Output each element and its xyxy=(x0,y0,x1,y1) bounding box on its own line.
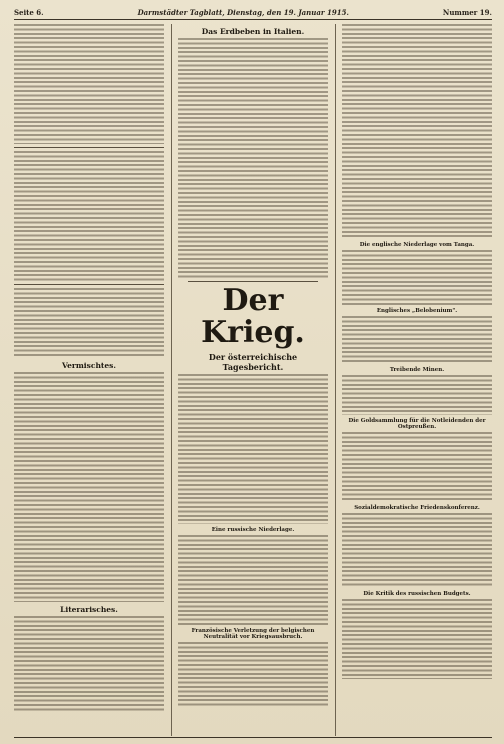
header-rule xyxy=(14,19,492,20)
column-3-text-block xyxy=(342,432,492,502)
column-3-text-block xyxy=(342,24,492,239)
section-heading: Treibende Minen. xyxy=(389,367,445,373)
column-2 xyxy=(178,24,328,710)
section-heading: Die englische Niederlage vom Tanga. xyxy=(359,242,475,248)
column-3-text-block xyxy=(342,599,492,679)
column-separator-2 xyxy=(335,24,336,736)
column-2-text-block xyxy=(178,374,328,524)
column-2-text-block xyxy=(178,38,328,278)
column-separator-1 xyxy=(171,24,172,736)
column-3-text-block xyxy=(342,513,492,588)
section-heading: Französische Verletzung der belgischen Neutralität vor Kriegsausbruch. xyxy=(191,628,315,640)
section-heading: Die Kritik des russischen Budgets. xyxy=(363,591,471,597)
column-3-text-block xyxy=(342,316,492,364)
separator xyxy=(188,281,318,282)
page-header xyxy=(14,6,492,18)
column-1-text-block xyxy=(14,616,164,711)
column-3-text-block xyxy=(342,250,492,305)
separator xyxy=(14,284,164,285)
column-1-text-block xyxy=(14,288,164,358)
page-number: Seite 6. xyxy=(14,7,44,17)
section-heading: Der österreichische Tagesbericht. xyxy=(208,352,298,372)
section-heading: Englisches „Belobenium". xyxy=(376,308,458,314)
section-heading: Sozialdemokratische Friedenskonferenz. xyxy=(354,505,480,511)
section-heading: Literarisches. xyxy=(60,605,118,614)
section-heading: Die Goldsammlung für die Notleidenden der Ostpreußen. xyxy=(348,418,486,430)
column-2-text-block xyxy=(178,642,328,707)
column-3 xyxy=(342,24,492,682)
footer-rule xyxy=(14,737,492,738)
section-heading: Der Krieg. xyxy=(201,283,305,350)
section-heading: Vermischtes. xyxy=(62,361,116,370)
newspaper-title: Darmstädter Tagblatt, Dienstag, den 19. Januar 1915. xyxy=(137,7,349,17)
issue-number: Nummer 19. xyxy=(442,7,492,17)
separator xyxy=(14,147,164,148)
section-heading: Das Erdbeben in Italien. xyxy=(201,27,305,36)
column-3-text-block xyxy=(342,375,492,415)
column-1-text-block xyxy=(14,372,164,602)
section-heading: Eine russische Niederlage. xyxy=(211,527,295,533)
column-1-text-block xyxy=(14,24,164,144)
column-1-text-block xyxy=(14,151,164,281)
column-1 xyxy=(14,24,164,714)
column-2-text-block xyxy=(178,535,328,625)
